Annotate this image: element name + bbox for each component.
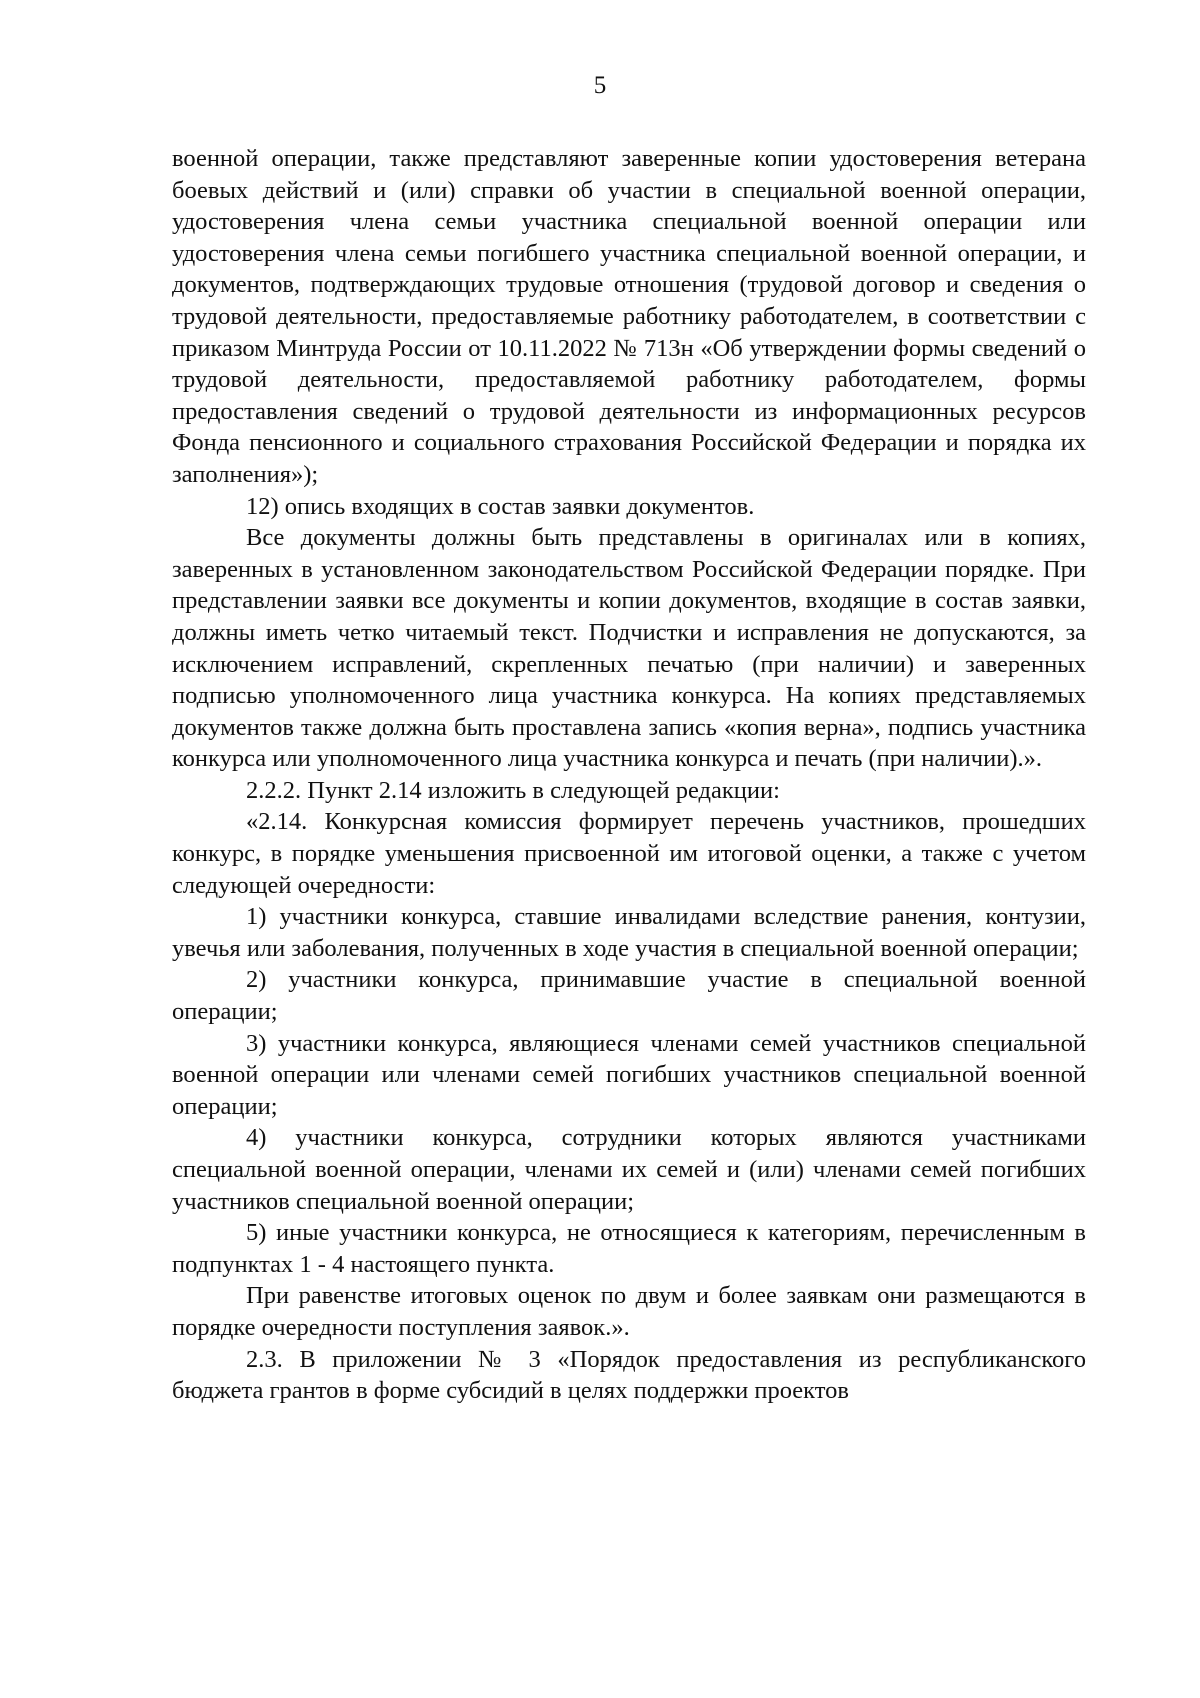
document-body (172, 143, 1086, 1407)
paragraph: «2.14. Конкурсная комиссия формирует перечень участников, прошедших конкурс, в порядке уменьшения присвоенной им итоговой оценки, а также с учетом следующей очередности: (172, 808, 1086, 899)
page-number: 5 (593, 72, 607, 99)
paragraph: 12) опись входящих в состав заявки документов. (246, 492, 755, 520)
paragraph: Все документы должны быть представлены в оригиналах или в копиях, заверенных в установленном законодательством Российской Федерации порядке. При представлении заявки все документы и копии документов, входящие в состав заявки, должны иметь четко читаемый текст. Подчистки и исправления не допускаются, за исключением исправлений, скрепленных печатью (при наличии) и заверенных подписью уполномоченного лица участника конкурса. На копиях представляемых документов также должна быть проставлена запись «копия верна», подпись участника конкурса или уполномоченного лица участника конкурса и печать (при наличии).». (172, 524, 1086, 773)
list-item: 2) участники конкурса, принимавшие участие в специальной военной операции; (172, 966, 1086, 1026)
list-item: 4) участники конкурса, сотрудники которых являются участниками специальной военной операции, членами их семей и (или) членами семей погибших участников специальной военной операции; (172, 1124, 1086, 1215)
paragraph: военной операции, также представляют заверенные копии удостоверения ветерана боевых действий и (или) справки об участии в специальной военной операции, удостоверения члена семьи участника специальной военной операции или удостоверения члена семьи погибшего участника специальной военной операции, и документов, подтверждающих трудовые отношения (трудовой договор и сведения о трудовой деятельности, предоставляемые работнику работодателем, в соответствии с приказом Минтруда России от 10.11.2022 № 713н «Об утверждении формы сведений о трудовой деятельности, предоставляемой работнику работодателем, формы предоставления сведений о трудовой деятельности из информационных ресурсов Фонда пенсионного и социального страхования Российской Федерации и порядка их заполнения»); (172, 145, 1086, 488)
list-item: 1) участники конкурса, ставшие инвалидами вследствие ранения, контузии, увечья или заболевания, полученных в ходе участия в специальной военной операции; (172, 903, 1086, 962)
paragraph: При равенстве итоговых оценок по двум и более заявкам они размещаются в порядке очередности поступления заявок.». (172, 1282, 1086, 1341)
paragraph: 2.3. В приложении № 3 «Порядок предоставления из республиканского бюджета грантов в форме субсидий в целях поддержки проектов (172, 1345, 1086, 1405)
list-item: 5) иные участники конкурса, не относящиеся к категориям, перечисленным в подпунктах 1 - 4 настоящего пункта. (172, 1219, 1086, 1278)
paragraph: 2.2.2. Пункт 2.14 изложить в следующей редакции: (246, 776, 780, 804)
list-item: 3) участники конкурса, являющиеся членами семей участников специальной военной операции или членами семей погибших участников специальной военной операции; (172, 1029, 1086, 1120)
